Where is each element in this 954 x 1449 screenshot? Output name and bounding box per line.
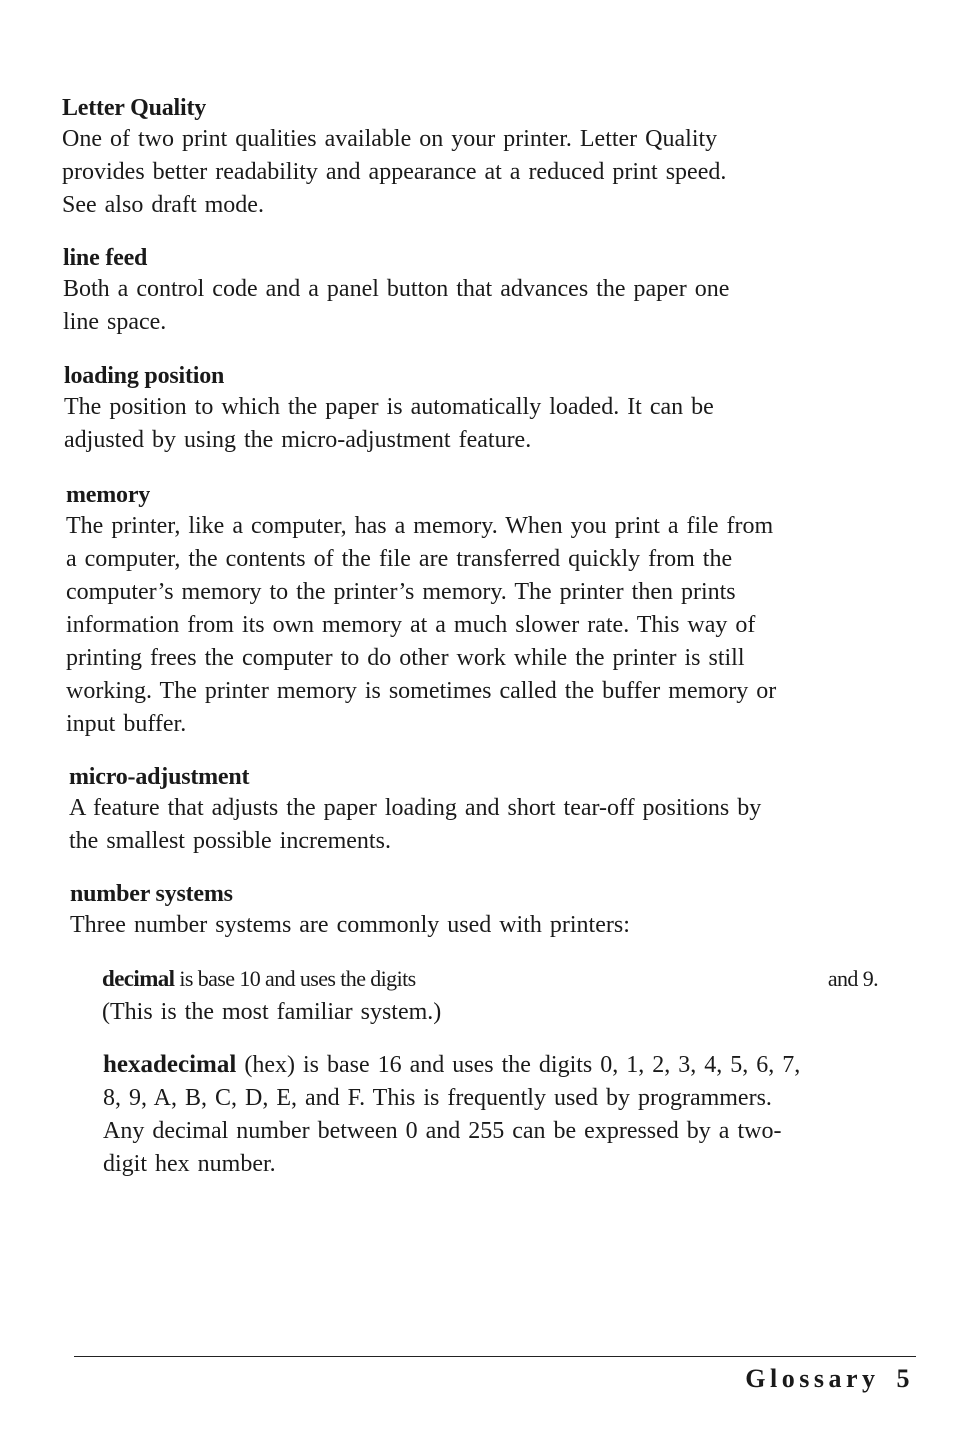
page-footer bbox=[745, 1364, 914, 1394]
definition-line: working. The printer memory is sometimes called the buffer memory or bbox=[66, 678, 777, 704]
number-system-hexadecimal bbox=[103, 1048, 800, 1181]
glossary-entry-loading-position bbox=[64, 361, 714, 457]
decimal-text-right: and 9. bbox=[827, 966, 878, 991]
glossary-term: Letter Quality bbox=[62, 95, 207, 121]
definition-line: One of two print qualities available on your printer. Letter Quality bbox=[62, 126, 718, 152]
definition-line: the smallest possible increments. bbox=[69, 828, 391, 854]
hexadecimal-line-rest: (hex) is base 16 and uses the digits 0, 1, 2, 3, 4, 5, 6, 7, bbox=[244, 1052, 801, 1078]
glossary-term: line feed bbox=[63, 245, 148, 271]
definition-line: Any decimal number between 0 and 255 can be expressed by a two- bbox=[103, 1118, 782, 1144]
decimal-term: decimal bbox=[102, 966, 175, 991]
glossary-term: memory bbox=[66, 482, 151, 508]
footer-section: Glossary bbox=[745, 1364, 880, 1393]
glossary-term: number systems bbox=[70, 881, 233, 907]
decimal-line bbox=[102, 964, 878, 994]
definition-line: See also draft mode. bbox=[62, 192, 264, 218]
definition-line: a computer, the contents of the file are transferred quickly from the bbox=[66, 546, 733, 572]
definition-line: (This is the most familiar system.) bbox=[102, 999, 442, 1025]
glossary-term: micro-adjustment bbox=[69, 764, 250, 790]
definition-line: provides better readability and appearance at a reduced print speed. bbox=[62, 159, 727, 185]
definition-line: printing frees the computer to do other work while the printer is still bbox=[66, 645, 745, 671]
footer-rule bbox=[74, 1356, 916, 1357]
glossary-entry-letter-quality bbox=[62, 93, 726, 222]
definition-line: input buffer. bbox=[66, 711, 187, 737]
definition-line: Both a control code and a panel button that advances the paper one bbox=[63, 276, 730, 302]
definition-line: 8, 9, A, B, C, D, E, and F. This is frequently used by programmers. bbox=[103, 1085, 772, 1111]
hexadecimal-line bbox=[103, 1048, 800, 1082]
hexadecimal-term: hexadecimal bbox=[103, 1051, 237, 1078]
glossary-entry-memory bbox=[66, 480, 776, 741]
definition-line: The printer, like a computer, has a memory. When you print a file from bbox=[66, 513, 774, 539]
definition-line: information from its own memory at a much slower rate. This way of bbox=[66, 612, 756, 638]
definition-line: computer’s memory to the printer’s memory. The printer then prints bbox=[66, 579, 736, 605]
glossary-term: loading position bbox=[64, 363, 225, 389]
definition-line: adjusted by using the micro-adjustment feature. bbox=[64, 427, 532, 453]
definition-line: A feature that adjusts the paper loading and short tear-off positions by bbox=[69, 795, 762, 821]
decimal-text-left: is base 10 and uses the digits bbox=[179, 966, 416, 991]
definition-line: Three number systems are commonly used with printers: bbox=[70, 912, 630, 938]
glossary-entry-micro-adjustment bbox=[69, 762, 761, 858]
definition-line: digit hex number. bbox=[103, 1151, 276, 1177]
number-system-decimal bbox=[102, 964, 878, 1029]
definition-line: The position to which the paper is automatically loaded. It can be bbox=[64, 394, 714, 420]
glossary-entry-number-systems bbox=[70, 879, 630, 942]
definition-line: line space. bbox=[63, 309, 167, 335]
glossary-entry-line-feed bbox=[63, 243, 729, 339]
page-number: 5 bbox=[896, 1364, 914, 1393]
